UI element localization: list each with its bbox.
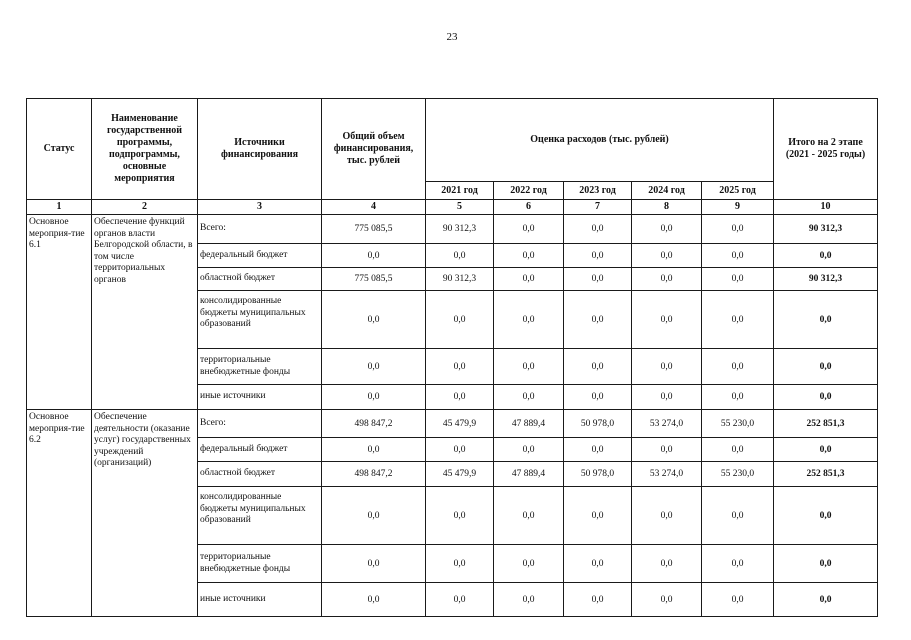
stage-total-value: 0,0 xyxy=(774,545,878,583)
year-value: 0,0 xyxy=(426,487,494,545)
funding-source: федеральный бюджет xyxy=(198,244,322,268)
year-value: 0,0 xyxy=(564,244,632,268)
total-value: 775 085,5 xyxy=(322,215,426,244)
stage-total-value: 0,0 xyxy=(774,291,878,349)
header-name: Наименование государственной программы, подпрограммы, основные мероприятия xyxy=(92,98,198,200)
year-value: 0,0 xyxy=(494,545,564,583)
header-year: 2021 год xyxy=(426,182,494,200)
funding-source: областной бюджет xyxy=(198,268,322,291)
column-number: 1 xyxy=(26,200,92,215)
stage-total-value: 252 851,3 xyxy=(774,410,878,438)
total-value: 0,0 xyxy=(322,349,426,385)
year-value: 0,0 xyxy=(564,268,632,291)
column-number: 6 xyxy=(494,200,564,215)
page-number: 23 xyxy=(446,31,458,43)
year-value: 0,0 xyxy=(632,215,702,244)
year-value: 0,0 xyxy=(494,487,564,545)
funding-source: консолидированные бюджеты муниципальных образований xyxy=(198,487,322,545)
year-value: 0,0 xyxy=(702,438,774,462)
year-value: 0,0 xyxy=(494,438,564,462)
group-name: Обеспечение деятельности (оказание услуг) государственных учреждений (организаций) xyxy=(92,410,198,617)
funding-source: областной бюджет xyxy=(198,462,322,487)
year-value: 0,0 xyxy=(564,291,632,349)
year-value: 0,0 xyxy=(564,545,632,583)
year-value: 0,0 xyxy=(426,545,494,583)
group-name: Обеспечение функций органов власти Белгородской области, в том числе территориальных органов xyxy=(92,215,198,410)
stage-total-value: 0,0 xyxy=(774,385,878,410)
year-value: 0,0 xyxy=(564,215,632,244)
year-value: 0,0 xyxy=(426,244,494,268)
column-number: 5 xyxy=(426,200,494,215)
year-value: 47 889,4 xyxy=(494,462,564,487)
year-value: 53 274,0 xyxy=(632,410,702,438)
year-value: 0,0 xyxy=(702,545,774,583)
year-value: 0,0 xyxy=(632,438,702,462)
column-number: 7 xyxy=(564,200,632,215)
year-value: 55 230,0 xyxy=(702,462,774,487)
year-value: 0,0 xyxy=(702,215,774,244)
year-value: 0,0 xyxy=(494,583,564,617)
total-value: 775 085,5 xyxy=(322,268,426,291)
year-value: 0,0 xyxy=(632,385,702,410)
funding-source: иные источники xyxy=(198,583,322,617)
year-value: 0,0 xyxy=(702,349,774,385)
year-value: 0,0 xyxy=(702,268,774,291)
stage-total-value: 0,0 xyxy=(774,583,878,617)
header-sources: Источники финансирования xyxy=(198,98,322,200)
year-value: 55 230,0 xyxy=(702,410,774,438)
year-value: 0,0 xyxy=(494,268,564,291)
funding-source: федеральный бюджет xyxy=(198,438,322,462)
funding-source: Всего: xyxy=(198,410,322,438)
year-value: 0,0 xyxy=(632,583,702,617)
total-value: 498 847,2 xyxy=(322,410,426,438)
year-value: 47 889,4 xyxy=(494,410,564,438)
total-value: 0,0 xyxy=(322,438,426,462)
year-value: 0,0 xyxy=(632,349,702,385)
column-number: 9 xyxy=(702,200,774,215)
year-value: 0,0 xyxy=(426,438,494,462)
header-year: 2025 год xyxy=(702,182,774,200)
header-year: 2022 год xyxy=(494,182,564,200)
header-year: 2023 год xyxy=(564,182,632,200)
stage-total-value: 0,0 xyxy=(774,487,878,545)
year-value: 0,0 xyxy=(426,385,494,410)
year-value: 0,0 xyxy=(494,244,564,268)
year-value: 50 978,0 xyxy=(564,462,632,487)
year-value: 0,0 xyxy=(632,545,702,583)
year-value: 45 479,9 xyxy=(426,410,494,438)
column-number: 2 xyxy=(92,200,198,215)
year-value: 0,0 xyxy=(494,385,564,410)
year-value: 0,0 xyxy=(564,438,632,462)
year-value: 0,0 xyxy=(564,487,632,545)
year-value: 0,0 xyxy=(494,349,564,385)
stage-total-value: 90 312,3 xyxy=(774,268,878,291)
funding-source: территориальные внебюджетные фонды xyxy=(198,349,322,385)
year-value: 0,0 xyxy=(702,385,774,410)
year-value: 0,0 xyxy=(702,583,774,617)
year-value: 90 312,3 xyxy=(426,215,494,244)
group-status: Основное мероприя-тие 6.2 xyxy=(26,410,92,617)
stage-total-value: 0,0 xyxy=(774,438,878,462)
funding-source: территориальные внебюджетные фонды xyxy=(198,545,322,583)
header-estimate: Оценка расходов (тыс. рублей) xyxy=(426,98,774,182)
column-number: 3 xyxy=(198,200,322,215)
stage-total-value: 0,0 xyxy=(774,349,878,385)
column-number: 10 xyxy=(774,200,878,215)
year-value: 0,0 xyxy=(494,215,564,244)
year-value: 0,0 xyxy=(702,291,774,349)
year-value: 0,0 xyxy=(564,583,632,617)
column-number: 8 xyxy=(632,200,702,215)
header-status: Статус xyxy=(26,98,92,200)
year-value: 0,0 xyxy=(564,385,632,410)
stage-total-value: 252 851,3 xyxy=(774,462,878,487)
stage-total-value: 90 312,3 xyxy=(774,215,878,244)
year-value: 45 479,9 xyxy=(426,462,494,487)
funding-source: иные источники xyxy=(198,385,322,410)
year-value: 0,0 xyxy=(632,244,702,268)
year-value: 0,0 xyxy=(632,487,702,545)
year-value: 0,0 xyxy=(632,268,702,291)
total-value: 498 847,2 xyxy=(322,462,426,487)
year-value: 90 312,3 xyxy=(426,268,494,291)
group-status: Основное мероприя-тие 6.1 xyxy=(26,215,92,410)
header-stage-total: Итого на 2 этапе (2021 - 2025 годы) xyxy=(774,98,878,200)
total-value: 0,0 xyxy=(322,487,426,545)
year-value: 0,0 xyxy=(702,244,774,268)
year-value: 0,0 xyxy=(426,349,494,385)
year-value: 0,0 xyxy=(494,291,564,349)
stage-total-value: 0,0 xyxy=(774,244,878,268)
header-year: 2024 год xyxy=(632,182,702,200)
year-value: 0,0 xyxy=(632,291,702,349)
year-value: 0,0 xyxy=(426,291,494,349)
year-value: 53 274,0 xyxy=(632,462,702,487)
header-total: Общий объем финансирования, тыс. рублей xyxy=(322,98,426,200)
total-value: 0,0 xyxy=(322,291,426,349)
year-value: 50 978,0 xyxy=(564,410,632,438)
year-value: 0,0 xyxy=(426,583,494,617)
funding-source: консолидированные бюджеты муниципальных образований xyxy=(198,291,322,349)
year-value: 0,0 xyxy=(702,487,774,545)
total-value: 0,0 xyxy=(322,545,426,583)
column-number: 4 xyxy=(322,200,426,215)
total-value: 0,0 xyxy=(322,244,426,268)
funding-source: Всего: xyxy=(198,215,322,244)
total-value: 0,0 xyxy=(322,583,426,617)
year-value: 0,0 xyxy=(564,349,632,385)
total-value: 0,0 xyxy=(322,385,426,410)
